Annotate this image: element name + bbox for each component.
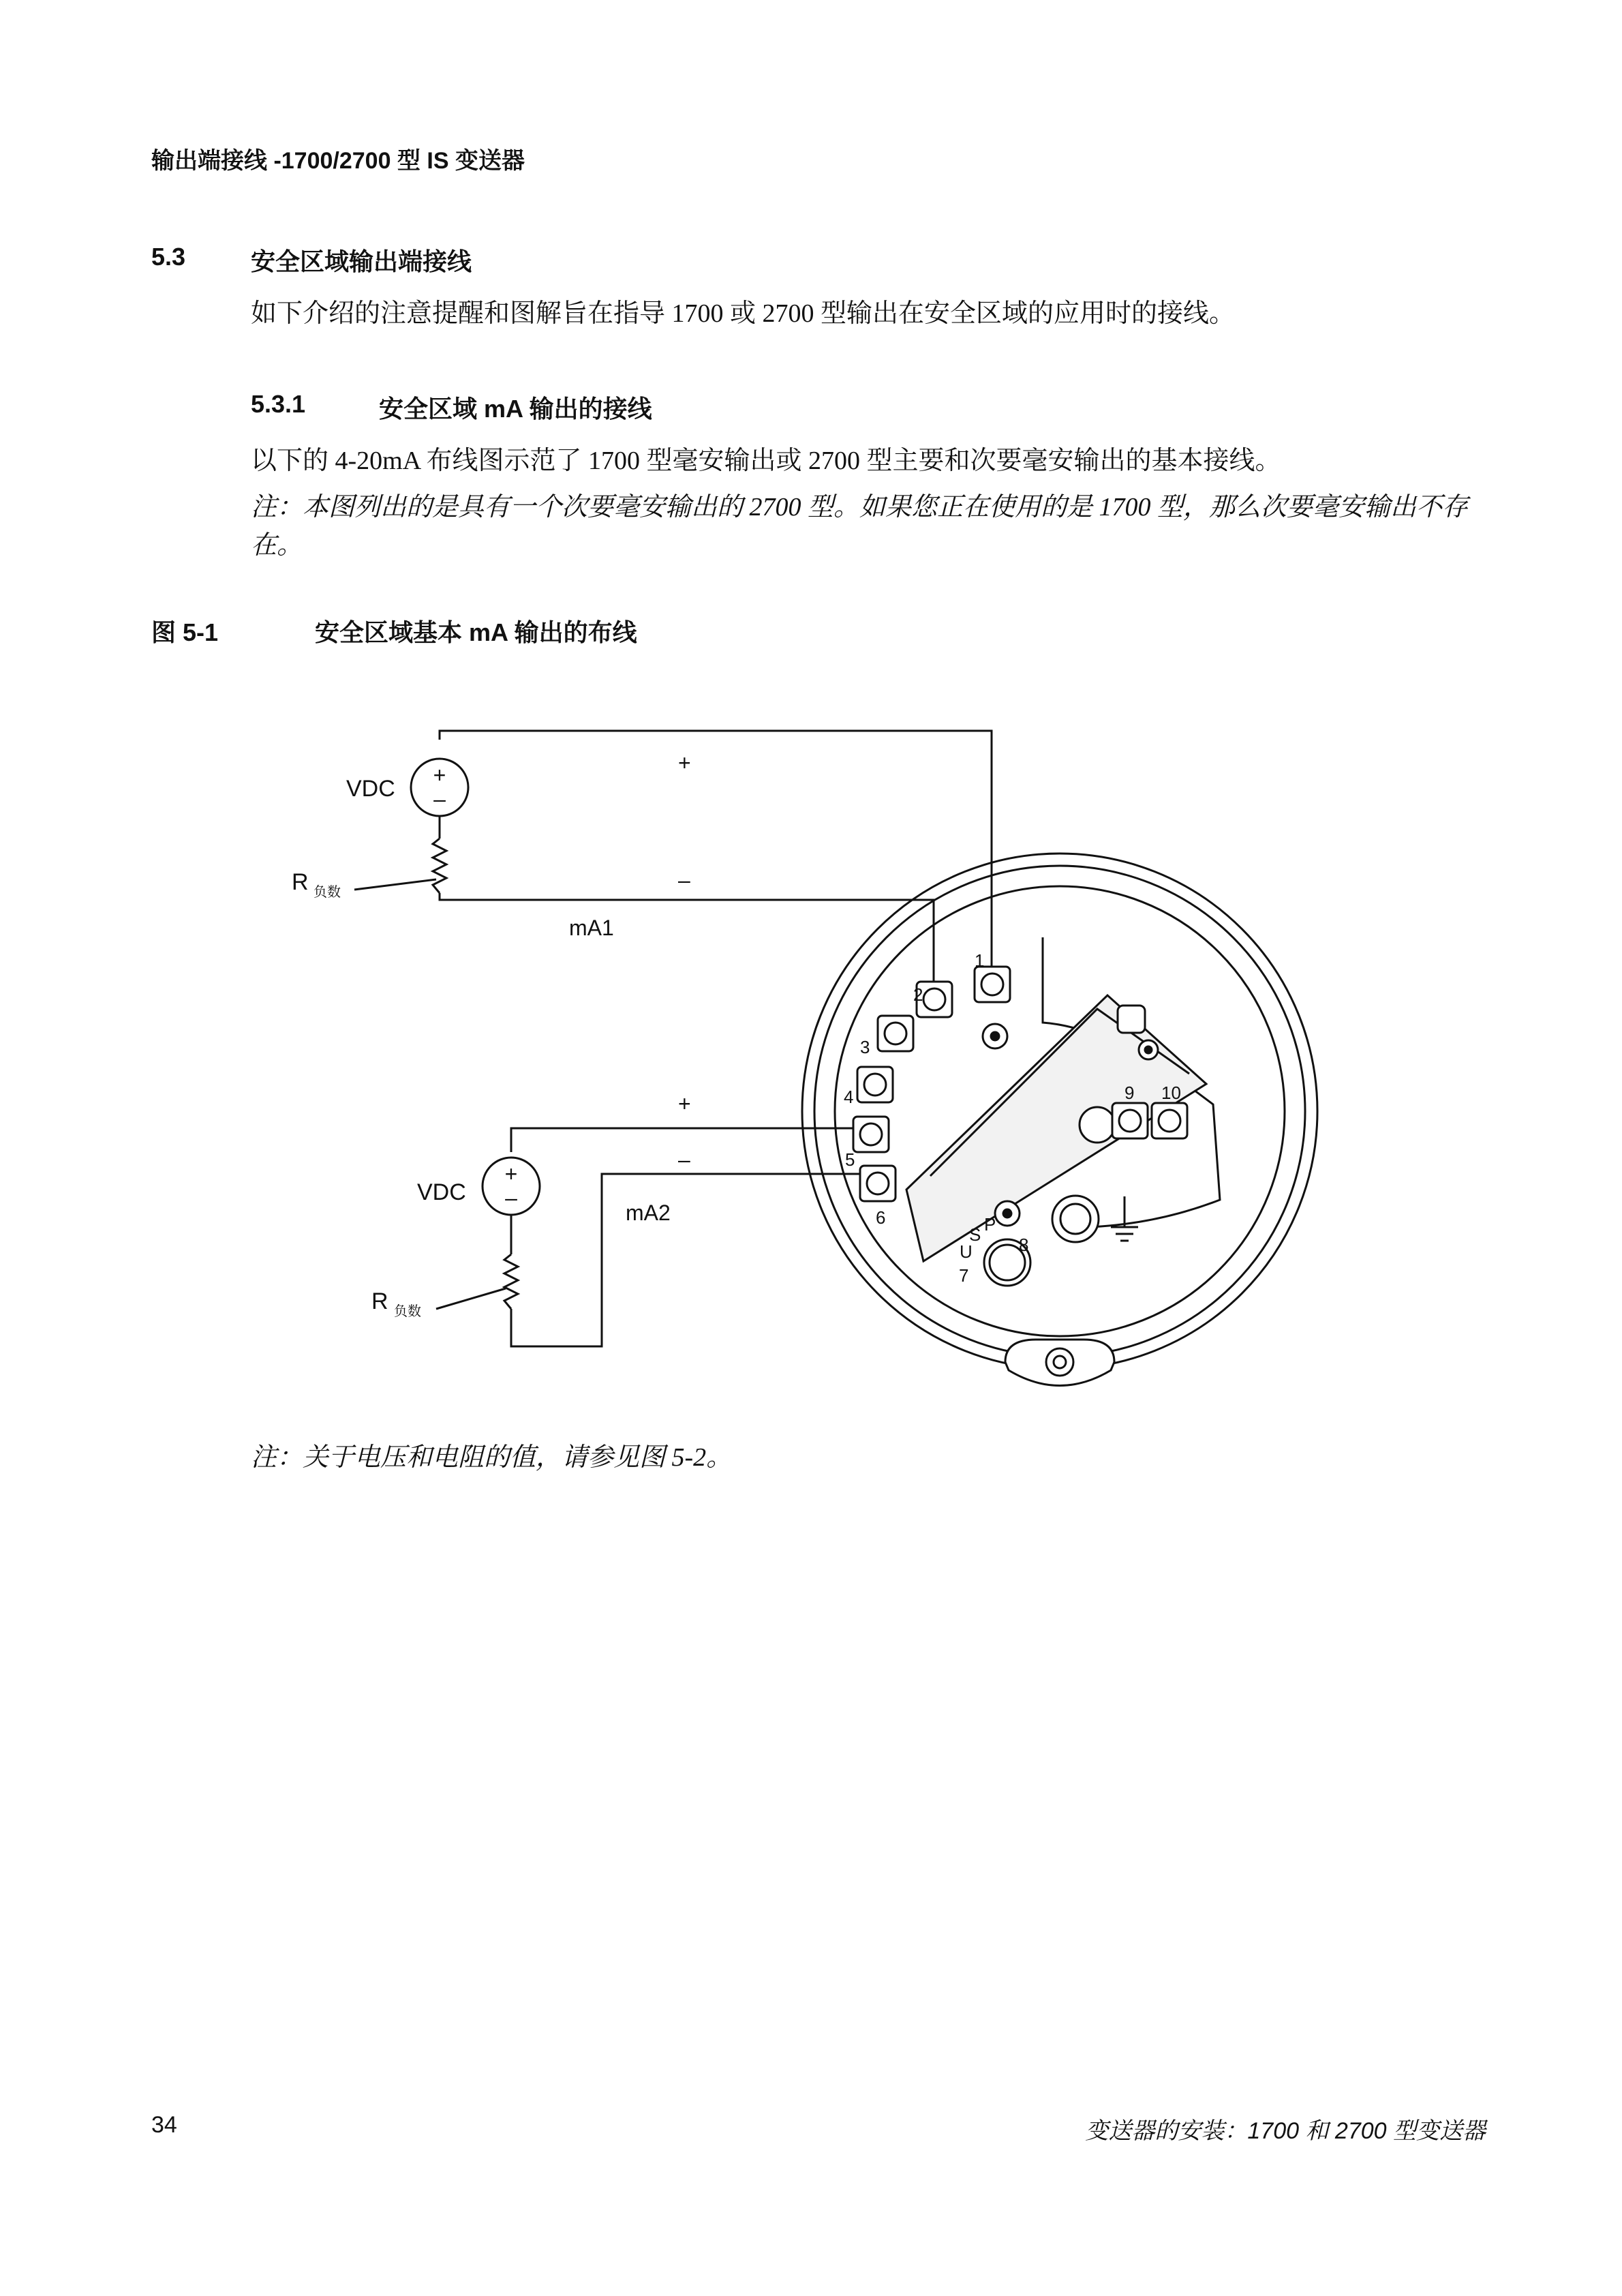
svg-text:–: – [505, 1185, 517, 1210]
svg-text:7: 7 [959, 1265, 969, 1286]
r-label-top: R [292, 869, 309, 895]
plus-label-bottom: + [678, 1091, 691, 1116]
svg-text:S: S [969, 1224, 981, 1245]
ma1-label: mA1 [569, 916, 614, 940]
svg-text:+: + [433, 763, 446, 787]
subsection-body: 以下的 4-20mA 布线图示范了 1700 型毫安输出或 2700 型主要和次要毫安输出的基本接线。 [251, 447, 1281, 475]
svg-text:8: 8 [1019, 1235, 1029, 1255]
subsection-note: 注：本图列出的是具有一个次要毫安输出的 2700 型。如果您正在使用的是 1700 型，那么次要毫安输出不存在。 [251, 493, 1469, 560]
svg-text:3: 3 [860, 1037, 870, 1057]
figure-number: 图 5-1 [151, 618, 219, 646]
svg-text:+: + [504, 1162, 518, 1186]
ma2-label: mA2 [626, 1200, 671, 1225]
section-title: 安全区域输出端接线 [251, 247, 472, 275]
running-header: 输出端接线 -1700/2700 型 IS 变送器 [151, 148, 525, 174]
r-sub-label-top: 负数 [313, 885, 341, 900]
subsection-title: 安全区域 mA 输出的接线 [379, 395, 652, 423]
svg-text:4: 4 [844, 1087, 854, 1107]
section-number: 5.3 [151, 243, 186, 271]
plus-label-top: + [678, 751, 691, 775]
vdc-source-bottom [483, 1158, 540, 1215]
r-sub-label-bottom: 负数 [394, 1304, 421, 1319]
svg-text:2: 2 [913, 984, 923, 1005]
svg-text:10: 10 [1161, 1083, 1181, 1103]
footer-title: 变送器的安装：1700 和 2700 型变送器 [1085, 2118, 1486, 2144]
vdc-label-bottom: VDC [417, 1179, 466, 1205]
r-label-bottom: R [371, 1288, 388, 1314]
resistor-bottom [504, 1254, 518, 1309]
svg-text:5: 5 [845, 1149, 855, 1170]
page-number: 34 [151, 2112, 177, 2138]
vdc-label-top: VDC [346, 776, 395, 802]
vdc-source-top [411, 759, 468, 816]
figure-note: 注：关于电压和电阻的值，请参见图 5-2。 [251, 1443, 733, 1472]
minus-label-top: – [678, 868, 690, 892]
resistor-top [433, 839, 446, 893]
figure-title: 安全区域基本 mA 输出的布线 [315, 618, 637, 646]
svg-text:U: U [960, 1241, 973, 1262]
minus-label-bottom: – [678, 1147, 690, 1172]
svg-text:6: 6 [876, 1207, 886, 1228]
svg-text:P: P [984, 1214, 996, 1235]
subsection-number: 5.3.1 [251, 390, 306, 418]
section-intro: 如下介绍的注意提醒和图解旨在指导 1700 或 2700 型输出在安全区域的应用时的接线。 [251, 299, 1236, 328]
svg-text:1: 1 [975, 950, 985, 971]
svg-text:–: – [433, 787, 446, 811]
svg-text:9: 9 [1124, 1083, 1135, 1103]
